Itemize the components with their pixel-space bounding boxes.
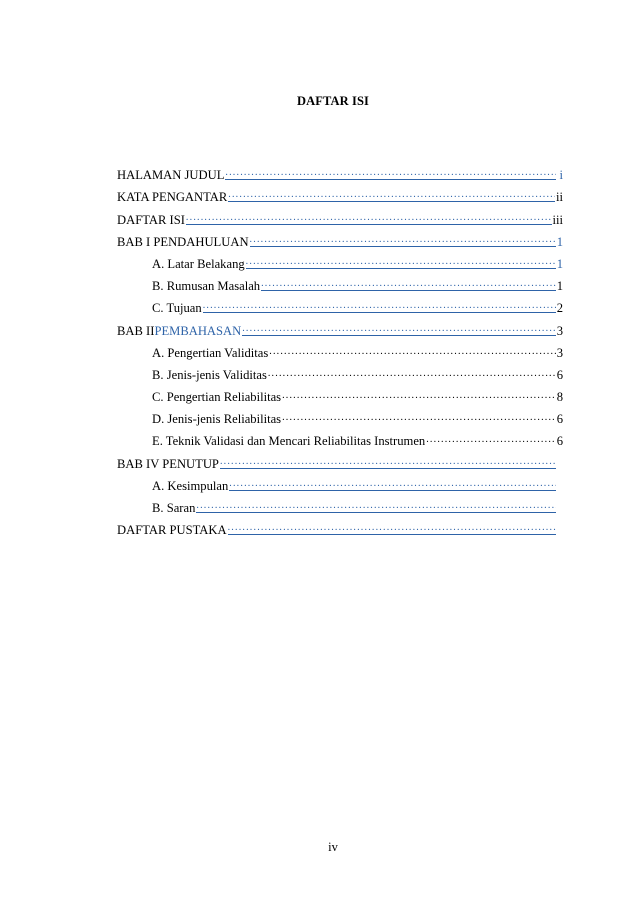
dot-leader: [228, 189, 555, 202]
dot-leader: [186, 212, 552, 225]
toc-entry-page: 2: [556, 301, 563, 316]
dot-leader: [426, 434, 555, 446]
toc-entry-page: 1: [556, 234, 563, 249]
toc-entry[interactable]: [117, 183, 563, 205]
toc-entry[interactable]: [117, 494, 563, 516]
toc-entry-label: BAB I PENDAHULUAN: [117, 234, 249, 249]
dot-leader: [228, 522, 556, 535]
toc-entry[interactable]: [117, 161, 563, 183]
toc-entry-label: C. Tujuan: [152, 301, 202, 316]
toc-entry[interactable]: [117, 250, 563, 272]
dot-leader: [229, 478, 556, 491]
toc-entry[interactable]: [117, 516, 563, 538]
toc-entry-label: D. Jenis-jenis Reliabilitas: [152, 412, 282, 427]
toc-entry: [117, 405, 563, 427]
dot-leader: [282, 390, 556, 402]
toc-entry[interactable]: [117, 449, 563, 471]
page-number: iv: [328, 840, 338, 854]
table-of-contents: [117, 161, 563, 538]
toc-entry-page: 6: [556, 367, 563, 382]
toc-entry-label: DAFTAR PUSTAKA: [117, 523, 227, 538]
dot-leader: [196, 500, 556, 513]
toc-entry-link-text[interactable]: PEMBAHASAN: [154, 323, 242, 338]
dot-leader: [282, 412, 556, 424]
toc-entry-page: ii: [556, 190, 563, 205]
dot-leader: [261, 278, 556, 291]
toc-entry-page: i: [559, 168, 563, 183]
toc-entry[interactable]: [117, 272, 563, 294]
toc-entry[interactable]: [117, 294, 563, 316]
dot-leader: [246, 256, 556, 269]
toc-entry-label: B. Jenis-jenis Validitas: [152, 367, 267, 382]
dot-leader: [269, 346, 555, 358]
toc-entry: [117, 383, 563, 405]
toc-entry-page: 1: [556, 279, 563, 294]
toc-entry: [117, 361, 563, 383]
dot-leader: [220, 456, 556, 469]
toc-entry[interactable]: [117, 228, 563, 250]
toc-entry-label: E. Teknik Validasi dan Mencari Reliabilitas Instrumen: [152, 434, 426, 449]
toc-entry-label: DAFTAR ISI: [117, 212, 185, 227]
toc-entry-label: A. Pengertian Validitas: [152, 345, 269, 360]
toc-entry[interactable]: [117, 316, 563, 338]
toc-entry-page: 3: [556, 345, 563, 360]
toc-entry-page: 6: [556, 412, 563, 427]
dot-leader: [242, 323, 555, 336]
toc-entry-label: BAB IV PENUTUP: [117, 456, 219, 471]
toc-entry-label: BAB II: [117, 323, 155, 338]
dot-leader: [268, 368, 556, 380]
toc-entry[interactable]: [117, 472, 563, 494]
toc-entry-page: 3: [556, 323, 563, 338]
toc-entry-page: 6: [556, 434, 563, 449]
toc-entry-label: A. Kesimpulan: [152, 478, 229, 493]
toc-entry-label: KATA PENGANTAR: [117, 190, 228, 205]
toc-entry: [117, 427, 563, 449]
toc-entry-label: B. Saran: [152, 501, 196, 515]
toc-entry-page: 1: [556, 256, 563, 271]
dot-leader: [203, 300, 556, 313]
toc-entry-label: HALAMAN JUDUL: [117, 168, 225, 183]
toc-entry-page: iii: [552, 212, 563, 227]
toc-entry[interactable]: [117, 205, 563, 227]
dot-leader: [250, 234, 556, 247]
toc-entry-label: A. Latar Belakang: [152, 256, 245, 271]
toc-entry-label: C. Pengertian Reliabilitas: [152, 390, 282, 405]
toc-entry-label: B. Rumusan Masalah: [152, 279, 261, 294]
dot-leader: [225, 167, 556, 180]
toc-entry: [117, 339, 563, 361]
toc-entry-page: 8: [556, 390, 563, 405]
page-title: DAFTAR ISI: [297, 94, 369, 108]
